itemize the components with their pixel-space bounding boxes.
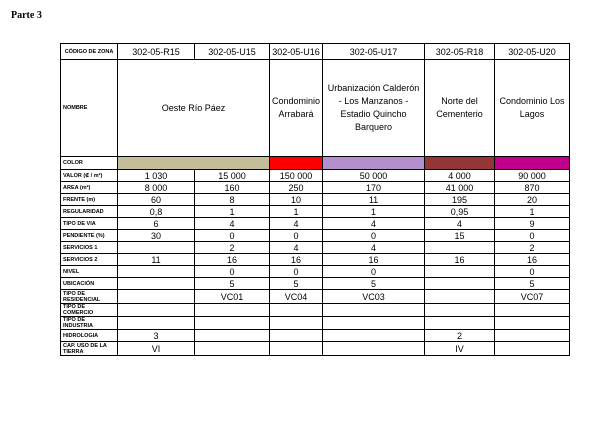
table-cell: 15 000 <box>195 170 270 182</box>
table-cell <box>323 342 425 356</box>
row-label: TIPO DE RESIDENCIAL <box>61 290 118 304</box>
table-cell <box>425 278 495 290</box>
table-cell: 0,8 <box>118 206 195 218</box>
table-cell <box>323 330 425 342</box>
table-cell: 5 <box>495 278 570 290</box>
table-cell <box>270 342 323 356</box>
color-swatch <box>323 157 425 170</box>
table-cell: 6 <box>118 218 195 230</box>
table-cell <box>495 317 570 330</box>
zone-name: Norte del Cementerio <box>425 60 495 157</box>
table-cell <box>425 242 495 254</box>
row-label: COLOR <box>61 157 118 170</box>
table-cell: 5 <box>195 278 270 290</box>
table-cell <box>118 278 195 290</box>
table-cell: 4 <box>425 218 495 230</box>
table-cell: 150 000 <box>270 170 323 182</box>
attribute-row <box>61 304 570 317</box>
table-cell: 16 <box>425 254 495 266</box>
table-cell: 0 <box>195 266 270 278</box>
zone-code: 302-05-U15 <box>195 44 270 60</box>
zone-code: 302-05-U20 <box>495 44 570 60</box>
row-label: UBICACIÓN <box>61 278 118 290</box>
zone-name: Oeste Río Páez <box>118 60 270 157</box>
row-label: HIDROLOGIA <box>61 330 118 342</box>
attribute-row <box>61 278 570 290</box>
table-cell <box>425 304 495 317</box>
table-cell <box>195 330 270 342</box>
table-cell <box>323 317 425 330</box>
table-cell: 1 <box>195 206 270 218</box>
table-cell: 195 <box>425 194 495 206</box>
table-cell: 16 <box>495 254 570 266</box>
table-cell: 4 <box>270 242 323 254</box>
table-cell: 5 <box>323 278 425 290</box>
row-label: SERVICIOS 2 <box>61 254 118 266</box>
table-cell: 4 <box>270 218 323 230</box>
table-cell: 870 <box>495 182 570 194</box>
table-cell: 0 <box>323 266 425 278</box>
attribute-row <box>61 266 570 278</box>
zone-table <box>60 43 570 356</box>
table-cell <box>270 317 323 330</box>
table-cell <box>195 317 270 330</box>
table-cell: 170 <box>323 182 425 194</box>
attribute-row <box>61 194 570 206</box>
zone-code: 302-05-R18 <box>425 44 495 60</box>
color-swatch <box>270 157 323 170</box>
table-cell: 4 <box>195 218 270 230</box>
row-label: REGULARIDAD <box>61 206 118 218</box>
table-cell: 16 <box>270 254 323 266</box>
table-cell: 11 <box>323 194 425 206</box>
table-cell: 0 <box>270 266 323 278</box>
attribute-row <box>61 170 570 182</box>
table-cell: 0 <box>323 230 425 242</box>
table-cell: 4 000 <box>425 170 495 182</box>
table-cell: VC03 <box>323 290 425 304</box>
table-cell: 1 <box>323 206 425 218</box>
table-cell: 2 <box>495 242 570 254</box>
table-cell: 16 <box>323 254 425 266</box>
zone-code: 302-05-U17 <box>323 44 425 60</box>
table-cell <box>425 290 495 304</box>
zone-code: 302-05-R15 <box>118 44 195 60</box>
row-label: SERVICIOS 1 <box>61 242 118 254</box>
table-cell: 0 <box>270 230 323 242</box>
row-label: AREA (m²) <box>61 182 118 194</box>
row-label: PENDIENTE (%) <box>61 230 118 242</box>
attribute-row <box>61 342 570 356</box>
attribute-row <box>61 206 570 218</box>
zone-code-header: CÓDIGO DE ZONA <box>61 44 118 60</box>
table-cell: 0 <box>495 230 570 242</box>
table-cell: 9 <box>495 218 570 230</box>
table-cell <box>270 304 323 317</box>
table-cell: 60 <box>118 194 195 206</box>
zone-code: 302-05-U16 <box>270 44 323 60</box>
table-cell: 50 000 <box>323 170 425 182</box>
attribute-row <box>61 218 570 230</box>
table-cell <box>118 304 195 317</box>
table-cell: 0 <box>195 230 270 242</box>
table-cell <box>118 242 195 254</box>
table-cell <box>195 304 270 317</box>
table-cell: 30 <box>118 230 195 242</box>
zone-name: Condominio Los Lagos <box>495 60 570 157</box>
table-cell: 160 <box>195 182 270 194</box>
row-label: FRENTE (m) <box>61 194 118 206</box>
color-swatch <box>495 157 570 170</box>
row-label: VALOR (₡ / m²) <box>61 170 118 182</box>
table-cell: 1 <box>270 206 323 218</box>
table-cell <box>323 304 425 317</box>
table-cell: 1 <box>495 206 570 218</box>
attribute-row <box>61 330 570 342</box>
table-cell <box>495 330 570 342</box>
attribute-row <box>61 242 570 254</box>
table-cell <box>425 317 495 330</box>
attribute-row <box>61 254 570 266</box>
table-cell: VC01 <box>195 290 270 304</box>
zone-name: Condominio Arrabará <box>270 60 323 157</box>
row-label: TIPO DE INDUSTRIA <box>61 317 118 330</box>
table-cell <box>118 266 195 278</box>
row-label: TIPO DE COMERCIO <box>61 304 118 317</box>
attribute-row <box>61 317 570 330</box>
table-cell <box>118 290 195 304</box>
table-cell <box>195 342 270 356</box>
table-cell: 41 000 <box>425 182 495 194</box>
row-label: NOMBRE <box>61 60 118 157</box>
row-label: NIVEL <box>61 266 118 278</box>
table-cell: 5 <box>270 278 323 290</box>
table-cell <box>495 304 570 317</box>
table-cell: 2 <box>195 242 270 254</box>
zone-name: Urbanización Calderón - Los Manzanos - Estadio Quincho Barquero <box>323 60 425 157</box>
table-cell: 3 <box>118 330 195 342</box>
header-row <box>61 44 570 60</box>
table-cell <box>270 330 323 342</box>
table-cell <box>118 317 195 330</box>
table-cell: 10 <box>270 194 323 206</box>
table-cell: 1 030 <box>118 170 195 182</box>
color-row <box>61 157 570 170</box>
table-cell: 15 <box>425 230 495 242</box>
color-swatch <box>118 157 270 170</box>
table-cell: 20 <box>495 194 570 206</box>
table-cell: VI <box>118 342 195 356</box>
table-cell: 4 <box>323 218 425 230</box>
table-cell: VC04 <box>270 290 323 304</box>
table-cell: 2 <box>425 330 495 342</box>
table-cell <box>495 342 570 356</box>
row-label: TIPO DE VIA <box>61 218 118 230</box>
attribute-row <box>61 230 570 242</box>
row-label: CAP. USO DE LA TIERRA <box>61 342 118 356</box>
table-cell: 16 <box>195 254 270 266</box>
table-cell: IV <box>425 342 495 356</box>
table-cell: VC07 <box>495 290 570 304</box>
table-cell: 4 <box>323 242 425 254</box>
color-swatch <box>425 157 495 170</box>
page-heading: Parte 3 <box>11 10 42 21</box>
table-cell: 8 <box>195 194 270 206</box>
table-cell <box>425 266 495 278</box>
table-cell: 11 <box>118 254 195 266</box>
attribute-row <box>61 290 570 304</box>
table-cell: 0 <box>495 266 570 278</box>
name-row <box>61 60 570 157</box>
table-cell: 250 <box>270 182 323 194</box>
attribute-row <box>61 182 570 194</box>
table-cell: 8 000 <box>118 182 195 194</box>
table-cell: 90 000 <box>495 170 570 182</box>
table-cell: 0,95 <box>425 206 495 218</box>
